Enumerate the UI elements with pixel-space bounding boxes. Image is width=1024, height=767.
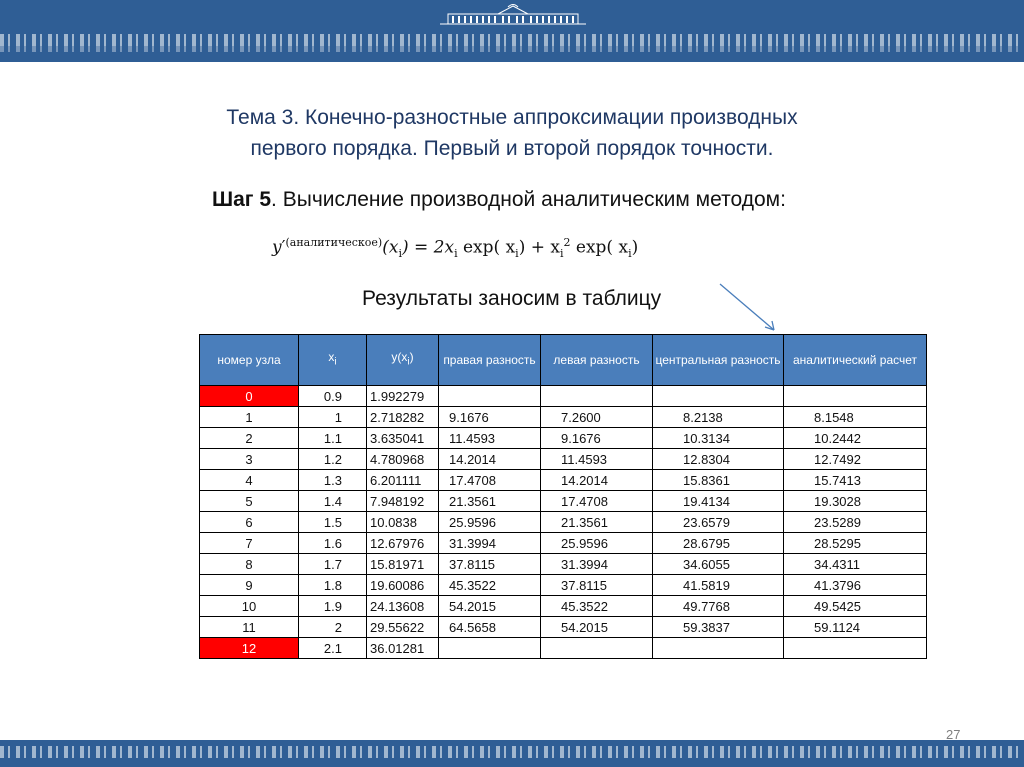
table-row	[200, 617, 927, 638]
cell-right-diff	[439, 638, 541, 659]
cell-node: 4	[200, 470, 299, 491]
formula-sub-2: i	[454, 247, 458, 261]
cell-y: 29.55622	[367, 617, 439, 638]
table-body	[200, 386, 927, 659]
title-line-1: Тема 3. Конечно-разностные аппроксимации производных	[226, 106, 798, 129]
cell-x: 2	[299, 617, 367, 638]
cell-central-diff	[653, 638, 784, 659]
table-row	[200, 638, 927, 659]
cell-y: 2.718282	[367, 407, 439, 428]
header-y-label: y(x	[391, 350, 408, 365]
cell-x: 2.1	[299, 638, 367, 659]
cell-right-diff: 9.1676	[439, 407, 541, 428]
cell-central-diff: 10.3134	[653, 428, 784, 449]
cell-x: 1.9	[299, 596, 367, 617]
cell-y: 7.948192	[367, 491, 439, 512]
cell-left-diff: 54.2015	[541, 617, 653, 638]
cell-left-diff: 11.4593	[541, 449, 653, 470]
cell-right-diff: 54.2015	[439, 596, 541, 617]
cell-central-diff: 49.7768	[653, 596, 784, 617]
formula-y: y	[272, 237, 282, 258]
cell-central-diff: 15.8361	[653, 470, 784, 491]
cell-x: 1.4	[299, 491, 367, 512]
cell-node: 8	[200, 554, 299, 575]
table-row	[200, 470, 927, 491]
cell-analytic: 12.7492	[784, 449, 927, 470]
table-row	[200, 491, 927, 512]
cell-y: 1.992279	[367, 386, 439, 407]
cell-right-diff: 21.3561	[439, 491, 541, 512]
cell-left-diff: 9.1676	[541, 428, 653, 449]
cell-y: 3.635041	[367, 428, 439, 449]
formula-sub-5: i	[628, 247, 632, 261]
table-row	[200, 512, 927, 533]
top-greek-border	[0, 34, 1024, 46]
table-row	[200, 554, 927, 575]
cell-y: 6.201111	[367, 470, 439, 491]
cell-x: 1.5	[299, 512, 367, 533]
cell-y: 12.67976	[367, 533, 439, 554]
cell-analytic	[784, 638, 927, 659]
cell-left-diff: 25.9596	[541, 533, 653, 554]
cell-left-diff: 14.2014	[541, 470, 653, 491]
cell-right-diff	[439, 386, 541, 407]
cell-node: 1	[200, 407, 299, 428]
header-y-paren: )	[409, 350, 414, 365]
cell-left-diff: 45.3522	[541, 596, 653, 617]
formula-superscript: (аналитическое)	[285, 236, 383, 249]
cell-analytic: 8.1548	[784, 407, 927, 428]
cell-right-diff: 11.4593	[439, 428, 541, 449]
formula-close: )	[631, 237, 639, 258]
header-right-difference: правая разность	[439, 335, 541, 386]
bottom-greek-border	[0, 746, 1024, 758]
cell-analytic	[784, 386, 927, 407]
cell-central-diff: 28.6795	[653, 533, 784, 554]
cell-right-diff: 17.4708	[439, 470, 541, 491]
cell-x: 1	[299, 407, 367, 428]
table-row	[200, 533, 927, 554]
cell-x: 1.2	[299, 449, 367, 470]
cell-y: 4.780968	[367, 449, 439, 470]
cell-analytic: 28.5295	[784, 533, 927, 554]
cell-left-diff	[541, 386, 653, 407]
cell-analytic: 49.5425	[784, 596, 927, 617]
formula-exp-2: exp( x	[570, 237, 629, 258]
cell-node: 11	[200, 617, 299, 638]
header-left-difference: левая разность	[541, 335, 653, 386]
formula-sub-1: i	[398, 247, 402, 261]
cell-node: 7	[200, 533, 299, 554]
cell-right-diff: 14.2014	[439, 449, 541, 470]
header-y	[367, 335, 439, 386]
cell-analytic: 15.7413	[784, 470, 927, 491]
cell-central-diff: 19.4134	[653, 491, 784, 512]
cell-central-diff	[653, 386, 784, 407]
formula-plus-term: ) + x	[518, 237, 560, 258]
table-row	[200, 386, 927, 407]
step-heading	[212, 188, 786, 212]
top-decorative-band	[0, 0, 1024, 62]
header-central-difference: центральная разность	[653, 335, 784, 386]
results-table	[199, 334, 927, 659]
header-x-label: x	[328, 350, 335, 365]
title-line-2: первого порядка. Первый и второй порядок точности.	[250, 137, 774, 160]
derivative-formula	[272, 236, 638, 260]
cell-right-diff: 37.8115	[439, 554, 541, 575]
header-analytic: аналитический расчет	[784, 335, 927, 386]
cell-central-diff: 34.6055	[653, 554, 784, 575]
formula-prime: ′	[281, 237, 286, 258]
cell-left-diff	[541, 638, 653, 659]
cell-central-diff: 8.2138	[653, 407, 784, 428]
table-row	[200, 449, 927, 470]
cell-central-diff: 23.6579	[653, 512, 784, 533]
cell-central-diff: 41.5819	[653, 575, 784, 596]
formula-square: 2	[563, 236, 571, 249]
formula-lhs-arg: (x	[382, 237, 399, 258]
cell-analytic: 23.5289	[784, 512, 927, 533]
cell-left-diff: 37.8115	[541, 575, 653, 596]
formula-sub-3: i	[515, 247, 519, 261]
cell-y: 24.13608	[367, 596, 439, 617]
cell-central-diff: 59.3837	[653, 617, 784, 638]
cell-node: 9	[200, 575, 299, 596]
cell-node: 6	[200, 512, 299, 533]
arrow-icon	[712, 282, 792, 342]
table-row	[200, 596, 927, 617]
cell-left-diff: 21.3561	[541, 512, 653, 533]
cell-x: 1.1	[299, 428, 367, 449]
cell-analytic: 41.3796	[784, 575, 927, 596]
cell-analytic: 59.1124	[784, 617, 927, 638]
cell-y: 36.01281	[367, 638, 439, 659]
cell-right-diff: 31.3994	[439, 533, 541, 554]
table-row	[200, 428, 927, 449]
cell-left-diff: 31.3994	[541, 554, 653, 575]
building-logo-icon	[438, 2, 588, 26]
cell-central-diff: 12.8304	[653, 449, 784, 470]
header-y-sub: i	[407, 356, 410, 368]
cell-left-diff: 7.2600	[541, 407, 653, 428]
step-label: Шаг 5	[212, 188, 272, 211]
header-x-sub: i	[334, 356, 337, 368]
cell-x: 1.8	[299, 575, 367, 596]
table-row	[200, 407, 927, 428]
cell-analytic: 19.3028	[784, 491, 927, 512]
cell-analytic: 10.2442	[784, 428, 927, 449]
formula-equals-term: ) = 2x	[401, 237, 455, 258]
cell-y: 15.81971	[367, 554, 439, 575]
cell-right-diff: 64.5658	[439, 617, 541, 638]
cell-node: 10	[200, 596, 299, 617]
formula-sub-4: i	[559, 247, 564, 261]
cell-analytic: 34.4311	[784, 554, 927, 575]
cell-y: 19.60086	[367, 575, 439, 596]
cell-left-diff: 17.4708	[541, 491, 653, 512]
table-row	[200, 575, 927, 596]
page-number: 27	[946, 727, 961, 742]
top-greek-border-secondary	[0, 46, 1024, 52]
cell-node: 5	[200, 491, 299, 512]
cell-x: 1.6	[299, 533, 367, 554]
cell-x: 1.3	[299, 470, 367, 491]
cell-node: 2	[200, 428, 299, 449]
cell-node: 12	[200, 638, 299, 659]
step-description: . Вычисление производной аналитическим методом:	[271, 188, 786, 211]
cell-y: 10.0838	[367, 512, 439, 533]
cell-right-diff: 25.9596	[439, 512, 541, 533]
cell-node: 0	[200, 386, 299, 407]
header-node-number: номер узла	[200, 335, 299, 386]
cell-right-diff: 45.3522	[439, 575, 541, 596]
formula-exp-1: exp( x	[457, 237, 516, 258]
results-caption: Результаты заносим в таблицу	[362, 287, 662, 310]
slide-title	[120, 102, 904, 164]
cell-x: 0.9	[299, 386, 367, 407]
table-header-row	[200, 335, 927, 386]
header-x	[299, 335, 367, 386]
bottom-decorative-band	[0, 740, 1024, 767]
cell-node: 3	[200, 449, 299, 470]
cell-x: 1.7	[299, 554, 367, 575]
